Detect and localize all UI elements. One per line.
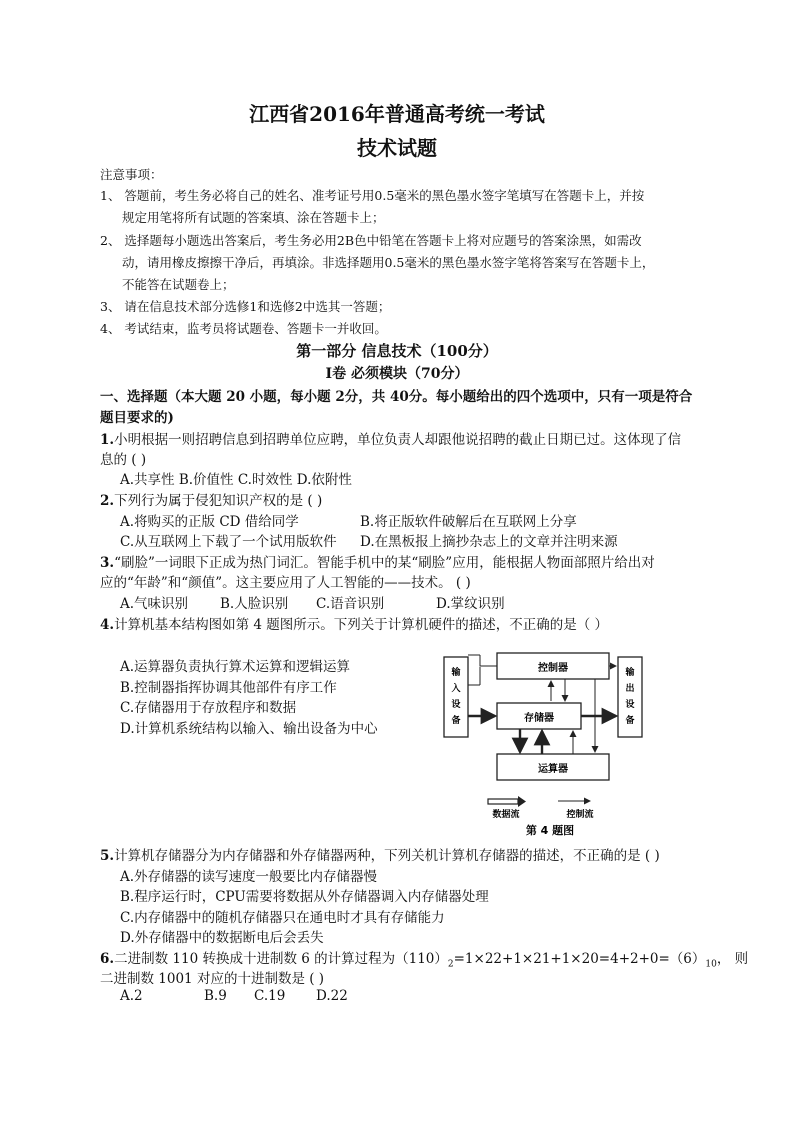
input-label: 设 bbox=[451, 700, 461, 710]
notice-item: 动，请用橡皮擦擦干净后，再填涂。非选择题用0.5毫米的黑色墨水签字笔将答案写在答题卡上， bbox=[122, 255, 655, 270]
question-3-text: 3.“刷脸”一词眼下正成为热门词汇。智能手机中的某“刷脸”应用，能根据人物面部照片给出对 bbox=[100, 555, 655, 571]
question-4-text: 4.计算机基本结构图如第 4 题图所示。下列关于计算机硬件的描述，不正确的是（ ） bbox=[100, 617, 609, 633]
output-label: 设 bbox=[625, 700, 635, 710]
question-2-option-a: A.将购买的正版 CD 借给同学 bbox=[120, 514, 299, 530]
question-2-option-c: C.从互联网上下载了一个试用版软件 bbox=[120, 534, 337, 550]
question-6-option-b: B.9 bbox=[204, 988, 227, 1004]
question-6-text: 6.二进制数 110 转换成十进制数 6 的计算过程为$(110)_2=1\times 22+1\times 21+1\times 20=4+2+0=(6)_{10}$， 则 bbox=[100, 951, 749, 970]
input-label: 输 bbox=[451, 668, 461, 678]
figure-caption: 第 4 题图 bbox=[525, 824, 575, 837]
question-4-option-a: A.运算器负责执行算术运算和逻辑运算 bbox=[120, 659, 351, 675]
question-4-option-c: C.存储器用于存放程序和数据 bbox=[120, 700, 297, 716]
question-5-option-c: C.内存储器中的随机存储器只在通电时才具有存储能力 bbox=[120, 910, 445, 926]
computer-structure-diagram bbox=[440, 645, 645, 840]
notice-item: 不能答在试题卷上； bbox=[122, 277, 235, 292]
question-6-option-d: D.22 bbox=[316, 988, 348, 1004]
legend-data-flow: 数据流 bbox=[492, 810, 520, 820]
notice-item: 4、 考试结束，监考员将试题卷、答题卡一并收回。 bbox=[100, 321, 387, 336]
question-1-options: A.共享性 B.价值性 C.时效性 D.依附性 bbox=[120, 472, 352, 488]
question-1-text: 息的 ( ) bbox=[100, 452, 147, 468]
section-heading: 题目要求的) bbox=[100, 410, 174, 426]
part-title: 第一部分 信息技术（100分） bbox=[296, 342, 498, 360]
notice-heading: 注意事项： bbox=[100, 167, 163, 182]
question-6-option-c: C.19 bbox=[254, 988, 286, 1004]
input-label: 备 bbox=[451, 716, 461, 726]
question-6-option-a: A.2 bbox=[120, 988, 143, 1004]
question-3-option-b: B.人脸识别 bbox=[220, 596, 289, 612]
question-2-option-b: B.将正版软件破解后在互联网上分享 bbox=[360, 514, 577, 530]
question-5-option-a: A.外存储器的读写速度一般要比内存储器慢 bbox=[120, 869, 378, 885]
question-2-text: 2.下列行为属于侵犯知识产权的是 ( ) bbox=[100, 493, 323, 509]
question-2-option-d: D.在黑板报上摘抄杂志上的文章并注明来源 bbox=[360, 534, 618, 550]
question-5-option-d: D.外存储器中的数据断电后会丢失 bbox=[120, 930, 324, 946]
question-3-text: 应的“年龄”和“颜值”。这主要应用了人工智能的——技术。 ( ) bbox=[100, 575, 471, 591]
exam-title: 江西省2016年普通高考统一考试 bbox=[249, 102, 545, 126]
question-4-option-d: D.计算机系统结构以输入、输出设备为中心 bbox=[120, 721, 378, 737]
question-5-text: 5.计算机存储器分为内存储器和外存储器两种，下列关机计算机存储器的描述，不正确的是 ( ) bbox=[100, 848, 660, 864]
question-3-option-c: C.语音识别 bbox=[316, 596, 385, 612]
volume-title: Ⅰ卷 必须模块（70分） bbox=[325, 366, 469, 382]
section-heading: 一、选择题（本大题 20 小题，每小题 2分，共 40分。每小题给出的四个选项中，只有一项是符合 bbox=[100, 389, 693, 405]
question-4-option-b: B.控制器指挥协调其他部件有序工作 bbox=[120, 680, 337, 696]
alu-label: 运算器 bbox=[538, 764, 568, 775]
question-3-option-a: A.气味识别 bbox=[120, 596, 189, 612]
output-label: 输 bbox=[625, 668, 635, 678]
notice-item: 3、 请在信息技术部分选修1和选修2中选其一答题； bbox=[100, 299, 391, 314]
exam-subtitle: 技术试题 bbox=[357, 136, 437, 160]
controller-label: 控制器 bbox=[538, 663, 568, 674]
output-label: 备 bbox=[625, 716, 635, 726]
output-label: 出 bbox=[625, 684, 635, 694]
question-6-text: 二进制数 1001 对应的十进制数是 ( ) bbox=[100, 971, 325, 987]
question-5-option-b: B.程序运行时，CPU需要将数据从外存储器调入内存储器处理 bbox=[120, 889, 489, 905]
question-1-text: 1.小明根据一则招聘信息到招聘单位应聘，单位负责人却跟他说招聘的截止日期已过。这体现了信 bbox=[100, 432, 682, 448]
notice-item: 1、 答题前，考生务必将自己的姓名、准考证号用0.5毫米的黑色墨水签字笔填写在答题卡上，并按 bbox=[100, 188, 645, 203]
legend-control-flow: 控制流 bbox=[566, 810, 594, 820]
input-label: 入 bbox=[451, 684, 461, 694]
question-3-option-d: D.掌纹识别 bbox=[436, 596, 505, 612]
notice-item: 2、 选择题每小题选出答案后，考生务必用2B色中铅笔在答题卡上将对应题号的答案涂黑，如需改 bbox=[100, 233, 642, 248]
notice-item: 规定用笔将所有试题的答案填、涂在答题卡上； bbox=[122, 210, 385, 225]
memory-label: 存储器 bbox=[524, 713, 554, 724]
